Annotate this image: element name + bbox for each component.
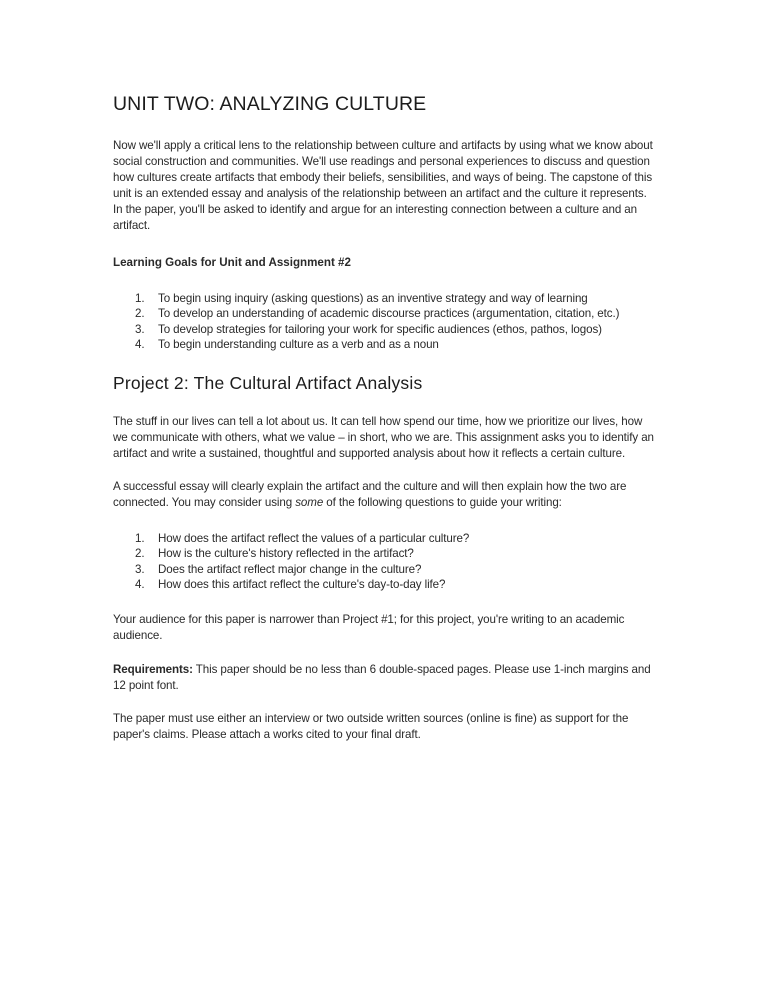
list-number: 1. — [135, 532, 145, 546]
goals-heading: Learning Goals for Unit and Assignment #2 — [113, 256, 351, 269]
list-item — [113, 291, 658, 306]
list-text: How does the artifact reflect the values of a particular culture? — [158, 532, 470, 546]
list-number: 2. — [135, 547, 145, 561]
list-number: 1. — [135, 292, 145, 305]
list-text: To develop an understanding of academic discourse practices (argumentation, citation, etc.) — [158, 307, 620, 321]
success-emphasis: some — [295, 496, 324, 510]
list-item — [113, 322, 658, 337]
list-number: 2. — [135, 307, 145, 321]
list-number: 4. — [135, 337, 145, 351]
questions-list — [113, 531, 658, 592]
list-number: 3. — [135, 322, 145, 336]
stuff-paragraph: The stuff in our lives can tell a lot about us. It can tell how spend our time, how we prioritize our lives, how we communicate with others, what we value – in short, who we are. This assignment asks you to identify an artifact and write a sustained, thoughtful and supported analysis about how it reflects a certain culture. — [113, 415, 654, 461]
list-text: How does this artifact reflect the culture's day-to-day life? — [158, 578, 446, 592]
requirements-label: Requirements: — [113, 663, 193, 677]
list-number: 3. — [135, 562, 145, 576]
project-title: Project 2: The Cultural Artifact Analysis — [113, 373, 423, 394]
list-number: 4. — [135, 578, 145, 592]
requirements-text: This paper should be no less than 6 double-spaced pages. Please use 1-inch margins and 12 point font. — [113, 663, 651, 693]
list-item — [113, 531, 658, 546]
success-text-after: of the following questions to guide your writing: — [323, 496, 562, 510]
audience-paragraph: Your audience for this paper is narrower than Project #1; for this project, you're writing to an academic audience. — [113, 613, 625, 643]
success-text-before: A successful essay will clearly explain the artifact and the culture and will then explain how the two are connected. You may consider using — [113, 480, 627, 510]
list-item — [113, 306, 658, 321]
unit-title: UNIT TWO: ANALYZING CULTURE — [113, 93, 427, 115]
list-text: Does the artifact reflect major change in the culture? — [158, 562, 422, 576]
list-text: To develop strategies for tailoring your work for specific audiences (ethos, pathos, logos) — [158, 322, 602, 336]
success-paragraph — [113, 479, 658, 511]
list-item — [113, 577, 658, 592]
list-item — [113, 337, 658, 352]
list-text: To begin understanding culture as a verb and as a noun — [158, 337, 439, 351]
sources-paragraph: The paper must use either an interview or two outside written sources (online is fine) as support for the paper's claims. Please attach a works cited to your final draft. — [113, 712, 629, 742]
list-text: To begin using inquiry (asking questions) as an inventive strategy and way of learning — [158, 292, 588, 305]
requirements-paragraph — [113, 662, 658, 694]
document-page — [113, 92, 658, 743]
goals-list — [113, 291, 658, 352]
list-item — [113, 546, 658, 561]
list-text: How is the culture's history reflected in the artifact? — [158, 547, 414, 561]
list-item — [113, 562, 658, 577]
intro-paragraph: Now we'll apply a critical lens to the relationship between culture and artifacts by using what we know about social construction and communities. We'll use readings and personal experiences to discuss and question how cultures create artifacts that embody their beliefs, sensibilities, and ways of being. The capstone of this unit is an extended essay and analysis of the relationship between an artifact and the culture it represents. In the paper, you'll be asked to identify and argue for an interesting connection between a culture and an artifact. — [113, 139, 653, 232]
